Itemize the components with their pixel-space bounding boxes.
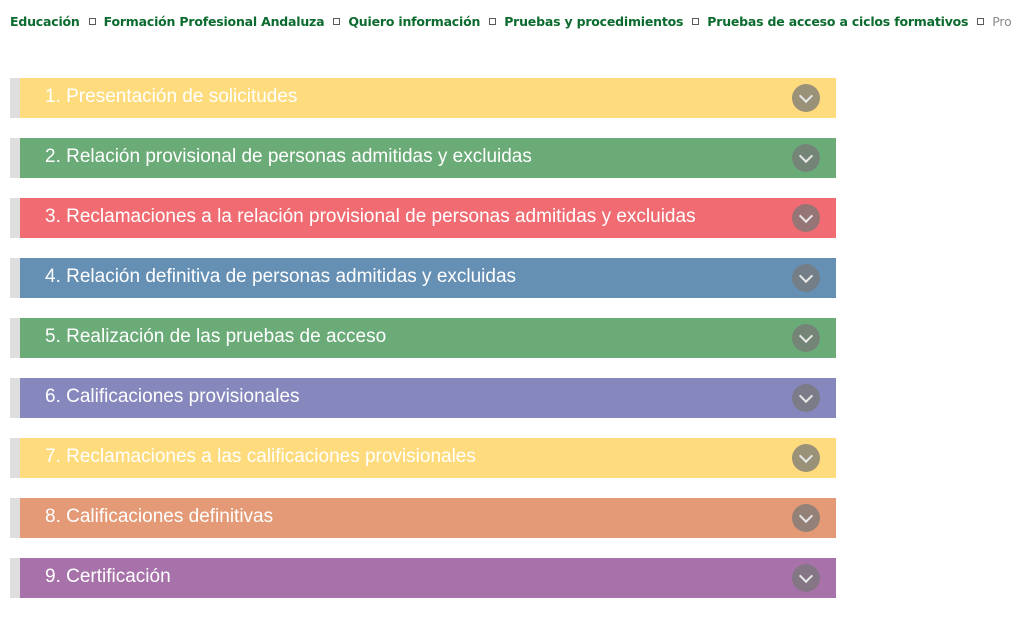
accordion-item-reclamaciones-relacion[interactable] [10, 198, 836, 238]
breadcrumb-separator-icon [977, 18, 984, 25]
breadcrumb-link-pruebas-procedimientos[interactable]: Pruebas y procedimientos [504, 14, 684, 29]
accordion-item-header[interactable] [20, 138, 836, 178]
accordion-item-calificaciones-definitivas[interactable] [10, 498, 836, 538]
chevron-down-icon[interactable] [792, 144, 820, 172]
breadcrumb-link-pruebas-acceso[interactable]: Pruebas de acceso a ciclos formativos [707, 14, 969, 29]
chevron-down-icon[interactable] [792, 504, 820, 532]
accordion-item-relacion-provisional[interactable] [10, 138, 836, 178]
accordion-item-title: 9. Certificación [45, 566, 171, 587]
breadcrumb-separator-icon [489, 18, 496, 25]
breadcrumb-link-formacion-profesional[interactable]: Formación Profesional Andaluza [103, 14, 325, 29]
accordion-item-stripe [10, 318, 20, 358]
accordion-item-stripe [10, 498, 20, 538]
accordion-item-relacion-definitiva[interactable] [10, 258, 836, 298]
chevron-down-icon[interactable] [792, 204, 820, 232]
chevron-down-icon[interactable] [792, 564, 820, 592]
breadcrumb-separator-icon [333, 18, 340, 25]
breadcrumb-current: Pro [992, 14, 1012, 29]
accordion-item-calificaciones-provisionales[interactable] [10, 378, 836, 418]
accordion-item-realizacion-pruebas[interactable] [10, 318, 836, 358]
accordion-item-stripe [10, 138, 20, 178]
chevron-down-icon[interactable] [792, 384, 820, 412]
accordion-item-title: 8. Calificaciones definitivas [45, 506, 274, 527]
breadcrumb-separator-icon [692, 18, 699, 25]
breadcrumb-link-educacion[interactable]: Educación [10, 14, 80, 29]
accordion-item-stripe [10, 78, 20, 118]
accordion-item-header[interactable] [20, 558, 836, 598]
accordion [10, 78, 836, 618]
accordion-item-stripe [10, 438, 20, 478]
accordion-item-title: 5. Realización de las pruebas de acceso [45, 326, 387, 347]
accordion-item-certificacion[interactable] [10, 558, 836, 598]
accordion-item-title: 2. Relación provisional de personas admitidas y excluidas [45, 146, 532, 167]
accordion-item-header[interactable] [20, 438, 836, 478]
breadcrumb-link-quiero-informacion[interactable]: Quiero información [348, 14, 481, 29]
accordion-item-title: 6. Calificaciones provisionales [45, 386, 300, 407]
accordion-item-title: 7. Reclamaciones a las calificaciones provisionales [45, 446, 476, 467]
chevron-down-icon[interactable] [792, 324, 820, 352]
accordion-item-title: 1. Presentación de solicitudes [45, 86, 298, 107]
accordion-item-header[interactable] [20, 258, 836, 298]
breadcrumb-separator-icon [89, 18, 96, 25]
accordion-item-presentacion-solicitudes[interactable] [10, 78, 836, 118]
accordion-item-stripe [10, 258, 20, 298]
accordion-item-stripe [10, 198, 20, 238]
accordion-item-stripe [10, 378, 20, 418]
accordion-item-header[interactable] [20, 498, 836, 538]
accordion-item-header[interactable] [20, 318, 836, 358]
accordion-item-header[interactable] [20, 78, 836, 118]
accordion-item-header[interactable] [20, 198, 836, 238]
breadcrumb [10, 12, 1012, 32]
chevron-down-icon[interactable] [792, 84, 820, 112]
accordion-item-stripe [10, 558, 20, 598]
accordion-item-reclamaciones-calificaciones[interactable] [10, 438, 836, 478]
accordion-item-header[interactable] [20, 378, 836, 418]
accordion-item-title: 3. Reclamaciones a la relación provisional de personas admitidas y excluidas [45, 206, 696, 227]
accordion-item-title: 4. Relación definitiva de personas admitidas y excluidas [45, 266, 517, 287]
chevron-down-icon[interactable] [792, 444, 820, 472]
chevron-down-icon[interactable] [792, 264, 820, 292]
